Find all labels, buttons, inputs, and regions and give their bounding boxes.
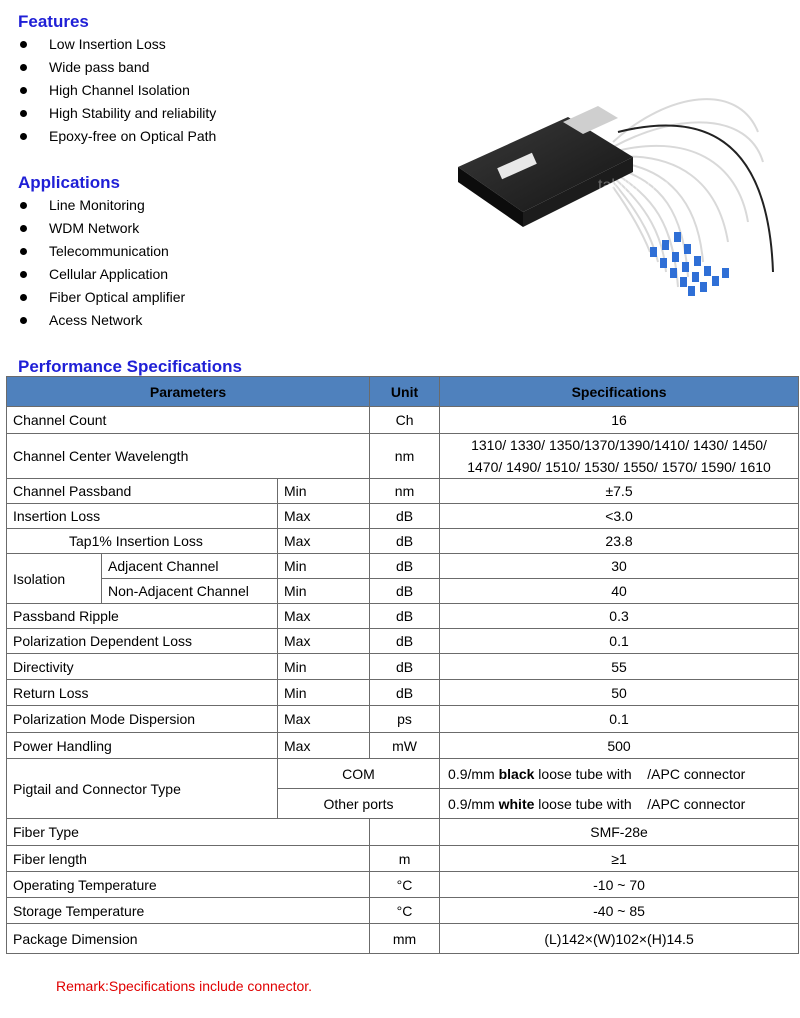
table-row: Return Loss Min dB 50 <box>7 680 799 706</box>
list-item: Epoxy-free on Optical Path <box>0 125 216 148</box>
table-row: Polarization Mode Dispersion Max ps 0.1 <box>7 706 799 733</box>
list-item: WDM Network <box>0 217 185 240</box>
features-heading: Features <box>18 12 89 31</box>
table-row: Polarization Dependent Loss Max dB 0.1 <box>7 629 799 654</box>
applications-heading: Applications <box>18 173 121 192</box>
list-item: Cellular Application <box>0 263 185 286</box>
table-row: Tap1% Insertion Loss Max dB 23.8 <box>7 529 799 554</box>
bullet-icon <box>20 87 27 94</box>
bullet-icon <box>20 294 27 301</box>
list-item: High Stability and reliability <box>0 102 216 125</box>
features-list <box>0 33 216 148</box>
table-row: Insertion Loss Max dB <3.0 <box>7 504 799 529</box>
bullet-icon <box>20 41 27 48</box>
bullet-icon <box>20 225 27 232</box>
header-unit: Unit <box>370 377 440 407</box>
table-row: Channel Count Ch 16 <box>7 407 799 434</box>
product-image <box>438 72 778 302</box>
bullet-icon <box>20 317 27 324</box>
bullet-icon <box>20 110 27 117</box>
list-item: High Channel Isolation <box>0 79 216 102</box>
applications-list <box>0 194 185 332</box>
table-row: Package Dimension mm (L)142×(W)102×(H)14.5 <box>7 924 799 954</box>
bullet-icon <box>20 248 27 255</box>
table-header-row <box>7 377 799 407</box>
bullet-icon <box>20 133 27 140</box>
bullet-icon <box>20 64 27 71</box>
list-item: Fiber Optical amplifier <box>0 286 185 309</box>
bullet-icon <box>20 271 27 278</box>
table-row: Pigtail and Connector Type COM 0.9/mm black loose tube with /APC connector <box>7 759 799 789</box>
list-item: Wide pass band <box>0 56 216 79</box>
list-item: Telecommunication <box>0 240 185 263</box>
spec-table <box>6 376 799 954</box>
performance-heading: Performance Specifications <box>18 357 242 376</box>
table-row: Other ports 0.9/mm white loose tube with /APC connector <box>7 789 799 819</box>
table-row: Operating Temperature °C -10 ~ 70 <box>7 872 799 898</box>
table-row: Fiber length m ≥1 <box>7 846 799 872</box>
header-specifications: Specifications <box>440 377 799 407</box>
list-item: Line Monitoring <box>0 194 185 217</box>
table-row: Non-Adjacent Channel Min dB 40 <box>7 579 799 604</box>
bullet-icon <box>20 202 27 209</box>
table-row: Power Handling Max mW 500 <box>7 733 799 759</box>
table-row: Passband Ripple Max dB 0.3 <box>7 604 799 629</box>
list-item: Low Insertion Loss <box>0 33 216 56</box>
table-row: Channel Passband Min nm ±7.5 <box>7 479 799 504</box>
header-parameters: Parameters <box>7 377 370 407</box>
table-row: Isolation Adjacent Channel Min dB 30 <box>7 554 799 579</box>
list-item: Acess Network <box>0 309 185 332</box>
watermark: takfly.com <box>598 177 669 194</box>
remark-note: Remark:Specifications include connector. <box>56 978 313 994</box>
table-row: Channel Center Wavelength nm 1310/ 1330/ 1350/1370/1390/1410/ 1430/ 1450/ 1470/ 1490/ 1510/ 1530/ 1550/ 1570/ 1590/ 1610 <box>7 434 799 479</box>
table-row: Directivity Min dB 55 <box>7 654 799 680</box>
table-row: Fiber Type SMF-28e <box>7 819 799 846</box>
table-row: Storage Temperature °C -40 ~ 85 <box>7 898 799 924</box>
